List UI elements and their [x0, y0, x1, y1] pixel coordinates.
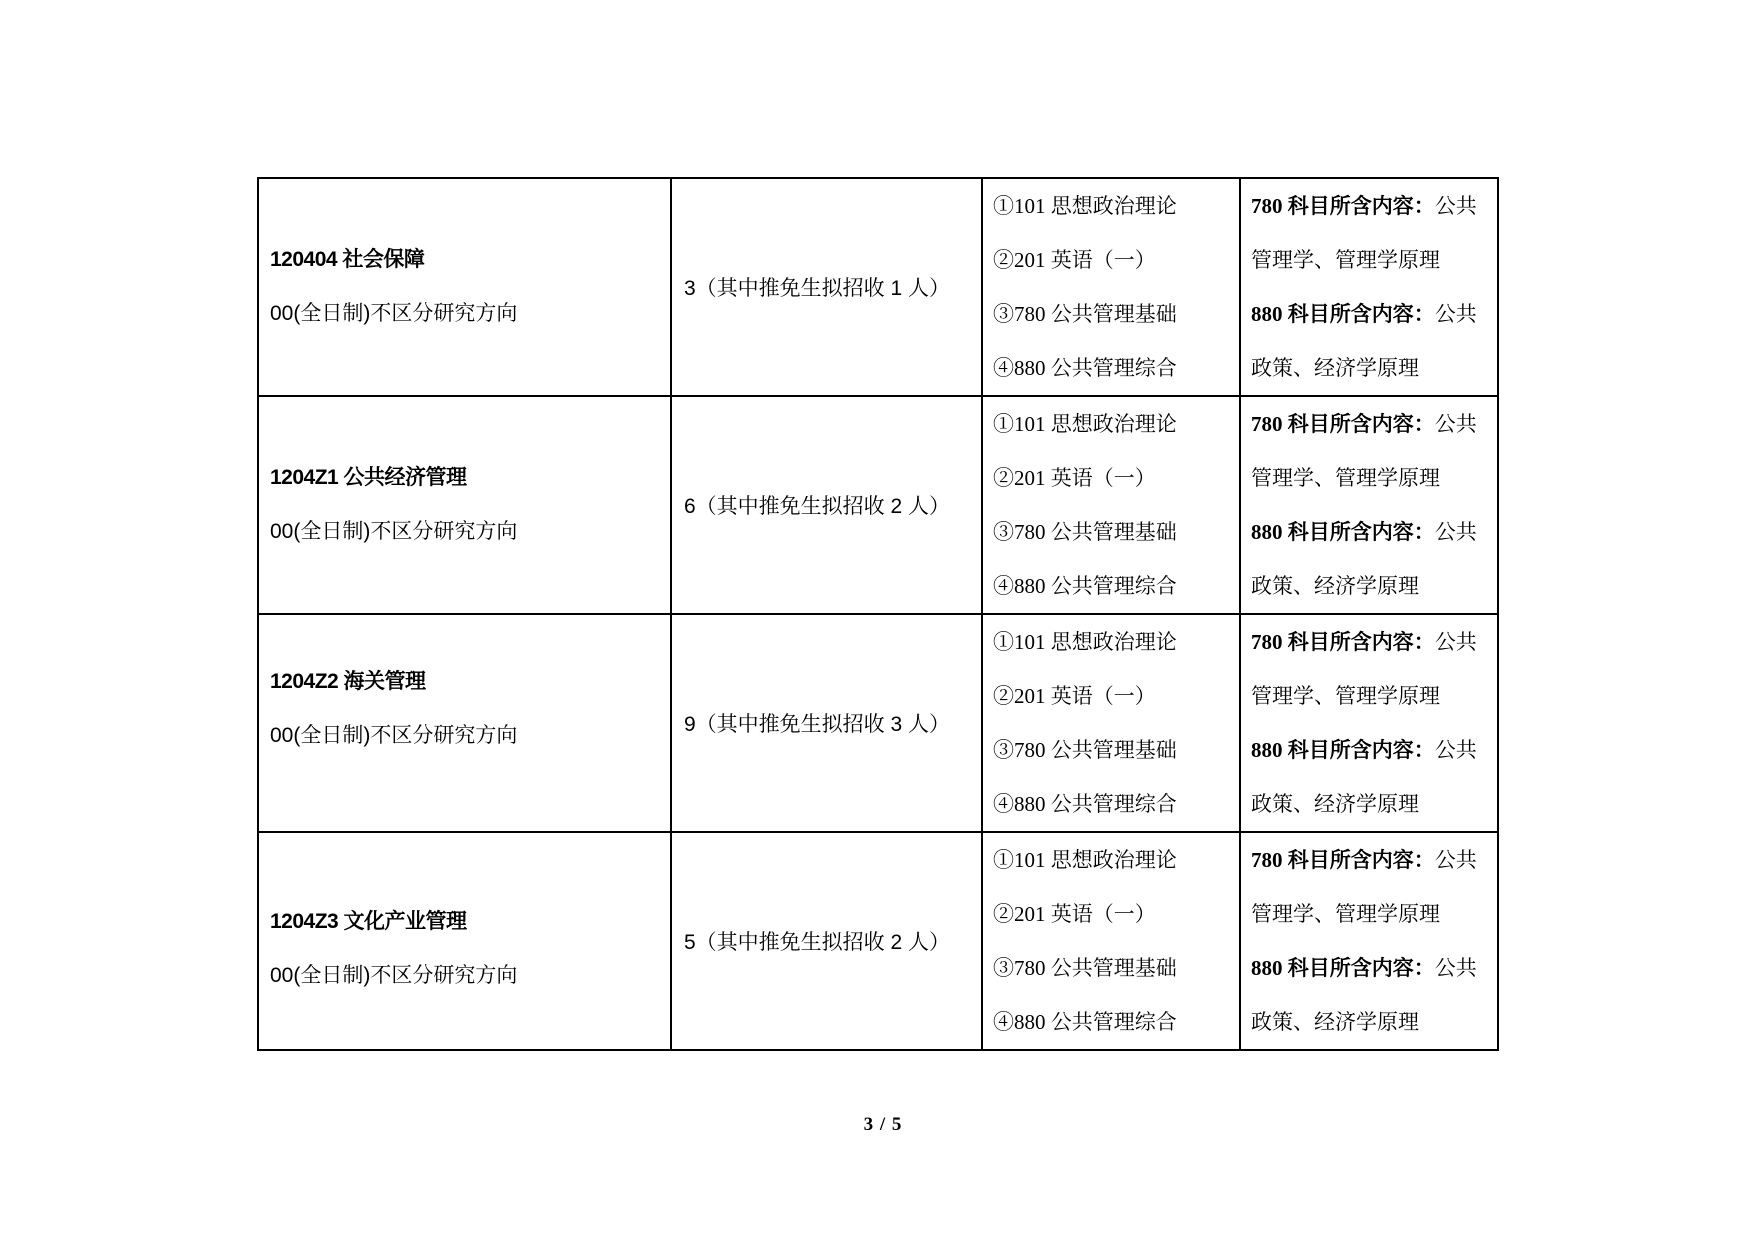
- subject-780-label: 780 科目所含内容：: [1251, 630, 1435, 654]
- major-cell: [258, 396, 671, 614]
- quota-cell: [671, 614, 982, 832]
- subject-780-text: 公共: [1434, 194, 1477, 218]
- exam-subject: ②201 英语（一）: [993, 466, 1156, 490]
- exam-subject: ①101 思想政治理论: [993, 412, 1177, 436]
- research-direction: 00(全日制)不区分研究方向: [270, 520, 518, 543]
- subject-780-line: [1251, 179, 1497, 233]
- research-direction: 00(全日制)不区分研究方向: [270, 724, 518, 747]
- subject-880-label: 880 科目所含内容：: [1251, 302, 1435, 326]
- research-direction: 00(全日制)不区分研究方向: [270, 964, 518, 987]
- subject-780-line: [1251, 615, 1497, 669]
- exam-subject: ③780 公共管理基础: [993, 956, 1177, 980]
- subject-880-line: [1251, 723, 1497, 777]
- exam-subjects-cell: [982, 178, 1240, 396]
- exam-subject: ①101 思想政治理论: [993, 194, 1177, 218]
- subject-880-text: 公共: [1434, 956, 1477, 980]
- subject-880-line: [1251, 941, 1497, 995]
- enrollment-quota: 9（其中推免生拟招收 3 人）: [684, 713, 951, 736]
- subject-880-text: 公共: [1434, 520, 1477, 544]
- subject-880-line: [1251, 287, 1497, 341]
- subject-880-text-cont: 政策、经济学原理: [1251, 1010, 1419, 1034]
- subject-880-text: 公共: [1434, 302, 1477, 326]
- subject-780-text: 公共: [1434, 848, 1477, 872]
- exam-subject: ①101 思想政治理论: [993, 848, 1177, 872]
- subject-780-text-cont: 管理学、管理学原理: [1251, 684, 1440, 708]
- research-direction: 00(全日制)不区分研究方向: [270, 302, 518, 325]
- major-cell: [258, 832, 671, 1050]
- subject-780-line: [1251, 397, 1497, 451]
- major-title: 120404 社会保障: [270, 248, 425, 271]
- table-row: [258, 178, 1498, 396]
- quota-cell: [671, 832, 982, 1050]
- exam-subject: ④880 公共管理综合: [993, 574, 1177, 598]
- quota-cell: [671, 396, 982, 614]
- major-title: 1204Z1 公共经济管理: [270, 466, 467, 489]
- subject-780-label: 780 科目所含内容：: [1251, 194, 1435, 218]
- subject-780-text-cont: 管理学、管理学原理: [1251, 902, 1440, 926]
- quota-cell: [671, 178, 982, 396]
- exam-subject: ②201 英语（一）: [993, 248, 1156, 272]
- subject-880-line: [1251, 505, 1497, 559]
- enrollment-plan-table: [257, 177, 1499, 1051]
- table-row: [258, 614, 1498, 832]
- subject-880-label: 880 科目所含内容：: [1251, 738, 1435, 762]
- major-cell: [258, 614, 671, 832]
- subject-880-label: 880 科目所含内容：: [1251, 956, 1435, 980]
- exam-subject: ③780 公共管理基础: [993, 738, 1177, 762]
- subject-880-text-cont: 政策、经济学原理: [1251, 792, 1419, 816]
- major-title: 1204Z2 海关管理: [270, 670, 426, 693]
- subject-content-cell: [1240, 832, 1498, 1050]
- enrollment-quota: 6（其中推免生拟招收 2 人）: [684, 495, 951, 518]
- enrollment-quota: 3（其中推免生拟招收 1 人）: [684, 277, 951, 300]
- subject-880-text-cont: 政策、经济学原理: [1251, 356, 1419, 380]
- page-number: 3 / 5: [863, 1114, 903, 1135]
- major-cell: [258, 178, 671, 396]
- exam-subject: ③780 公共管理基础: [993, 520, 1177, 544]
- table-row: [258, 396, 1498, 614]
- subject-780-label: 780 科目所含内容：: [1251, 848, 1435, 872]
- exam-subjects-cell: [982, 832, 1240, 1050]
- exam-subjects-cell: [982, 614, 1240, 832]
- exam-subject: ②201 英语（一）: [993, 902, 1156, 926]
- subject-880-text-cont: 政策、经济学原理: [1251, 574, 1419, 598]
- subject-880-label: 880 科目所含内容：: [1251, 520, 1435, 544]
- subject-content-cell: [1240, 614, 1498, 832]
- subject-780-line: [1251, 833, 1497, 887]
- exam-subject: ④880 公共管理综合: [993, 1010, 1177, 1034]
- exam-subject: ④880 公共管理综合: [993, 356, 1177, 380]
- exam-subject: ①101 思想政治理论: [993, 630, 1177, 654]
- subject-880-text: 公共: [1434, 738, 1477, 762]
- subject-780-text: 公共: [1434, 412, 1477, 436]
- subject-content-cell: [1240, 178, 1498, 396]
- enrollment-quota: 5（其中推免生拟招收 2 人）: [684, 931, 951, 954]
- major-title: 1204Z3 文化产业管理: [270, 910, 467, 933]
- exam-subjects-cell: [982, 396, 1240, 614]
- subject-780-label: 780 科目所含内容：: [1251, 412, 1435, 436]
- subject-content-cell: [1240, 396, 1498, 614]
- subject-780-text: 公共: [1434, 630, 1477, 654]
- table-row: [258, 832, 1498, 1050]
- exam-subject: ②201 英语（一）: [993, 684, 1156, 708]
- subject-780-text-cont: 管理学、管理学原理: [1251, 248, 1440, 272]
- subject-780-text-cont: 管理学、管理学原理: [1251, 466, 1440, 490]
- exam-subject: ③780 公共管理基础: [993, 302, 1177, 326]
- exam-subject: ④880 公共管理综合: [993, 792, 1177, 816]
